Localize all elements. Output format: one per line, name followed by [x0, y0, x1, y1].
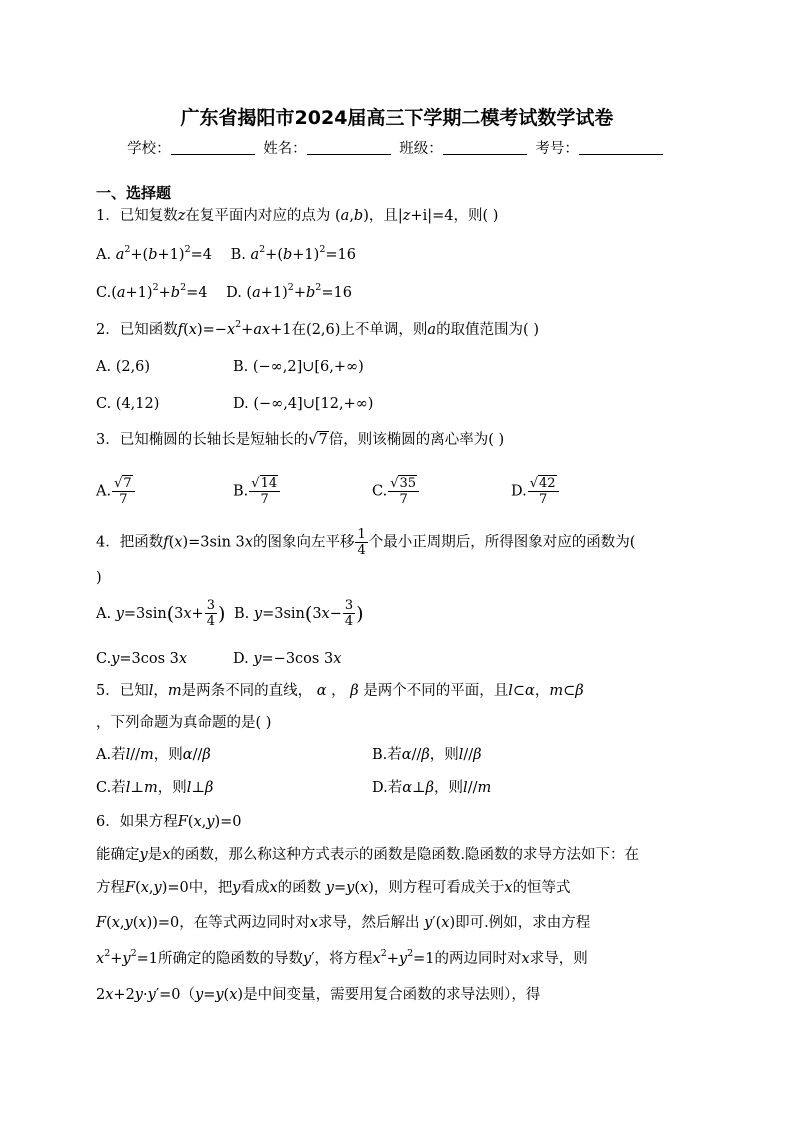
class-blank[interactable]	[443, 140, 527, 155]
question-5-options-ab	[96, 746, 696, 764]
school-blank[interactable]	[171, 140, 255, 155]
school-label: 学校：	[127, 141, 171, 157]
page-title: 广东省揭阳市2024届高三下学期二模考试数学试卷	[180, 107, 614, 129]
question-5-stem-cont: ，下列命题为真命题的是( )	[96, 715, 272, 731]
option-b[interactable]: B. (−∞,2]∪[6,+∞)	[233, 359, 364, 375]
question-4-options-cd	[96, 650, 696, 668]
question-3-stem: 3．已知椭圆的长轴长是短轴长的√7倍，则该椭圆的离心率为( )	[96, 432, 505, 448]
option-b[interactable]: B.若α//β，则l//β	[372, 747, 482, 763]
option-d[interactable]: D. $\frac{√42}{7}$	[511, 476, 560, 507]
option-c[interactable]: C. (4,12)	[96, 396, 160, 412]
number-blank[interactable]	[579, 140, 663, 155]
option-d[interactable]: D.若α⊥β，则l//m	[372, 780, 492, 796]
question-4-stem-cont: )	[96, 570, 102, 586]
option-b[interactable]: B. $\frac{√14}{7}$	[233, 476, 281, 507]
option-d[interactable]: D. $(a+1)^2+b^2=16$	[226, 282, 352, 301]
option-c[interactable]: C.y=3cos 3x	[96, 651, 188, 667]
option-d[interactable]: D. (−∞,4]∪[12,+∞)	[233, 396, 374, 412]
question-1-options-ab	[96, 246, 356, 264]
question-2-stem: 2．已知函数$f(x)=-x^2+ax+1$在(2,6)上不单调，则a的取值范围为( )	[96, 319, 539, 338]
name-blank[interactable]	[307, 140, 391, 155]
option-c[interactable]: $C.(a+1)^2+b^2=4$	[96, 282, 208, 301]
question-4-options-ab	[96, 598, 364, 638]
option-a[interactable]: A.若l//m，则α//β	[96, 747, 211, 763]
option-b[interactable]: B. y=3sin(3x− $\frac{3}{4}$ )	[234, 598, 364, 629]
question-1-options-cd	[96, 284, 352, 302]
question-6-para-1: 能确定y是x的函数，那么称这种方式表示的函数是隐函数.隐函数的求导方法如下：在	[96, 847, 639, 863]
question-6-para-3: F(x,y(x))=0，在等式两边同时对x求导，然后解出 y′(x)即可.例如，求由方程	[96, 915, 591, 931]
option-b[interactable]: B. $a^2+(b+1)^2=16$	[230, 244, 356, 263]
section-heading: 一、选择题	[96, 184, 172, 202]
question-6-para-5: 2x+2y·y′=0（y=y(x)是中间变量，需要用复合函数的求导法则），得	[96, 987, 541, 1003]
number-label: 考号：	[535, 141, 579, 157]
option-a[interactable]: A. $\frac{√7}{7}$	[96, 476, 136, 507]
question-2-options-cd	[96, 395, 696, 413]
class-label: 班级：	[399, 141, 443, 157]
question-4-stem: 4．把函数f(x)=3sin 3x的图象向左平移 $\frac{1}{4}$ 个最小正周期后，所得图象对应的函数为(	[96, 527, 636, 558]
question-1-stem: 1．已知复数z在复平面内对应的点为 (a,b)，且|z+i|=4，则( )	[96, 208, 499, 224]
option-d[interactable]: D. y=−3cos 3x	[233, 651, 342, 667]
option-c[interactable]: C. $\frac{√35}{7}$	[372, 476, 420, 507]
question-3-options	[96, 466, 716, 506]
option-a[interactable]: A. y=3sin(3x+ $\frac{3}{4}$ )	[96, 598, 226, 629]
option-c[interactable]: C.若l⊥m，则l⊥β	[96, 780, 214, 796]
question-6-para-4: $x^2+y^2=1$所确定的隐函数的导数y′，将方程$x^2+y^2=1$的两边同时对x求导，则	[96, 948, 588, 967]
question-5-options-cd	[96, 779, 696, 797]
question-5-stem: 5．已知l，m是两条不同的直线， α ， β 是两个不同的平面，且l⊂α，m⊂β	[96, 683, 584, 699]
option-a[interactable]: A. (2,6)	[96, 359, 151, 375]
option-a[interactable]: A. $a^2+(b+1)^2=4$	[96, 244, 212, 263]
student-info-row	[0, 137, 794, 158]
question-6-stem: 6．如果方程F(x,y)=0	[96, 814, 242, 830]
name-label: 姓名：	[263, 141, 307, 157]
question-2-options-ab	[96, 358, 696, 376]
question-6-para-2: 方程F(x,y)=0中，把y看成x的函数 y=y(x)，则方程可看成关于x的恒等式	[96, 880, 571, 896]
